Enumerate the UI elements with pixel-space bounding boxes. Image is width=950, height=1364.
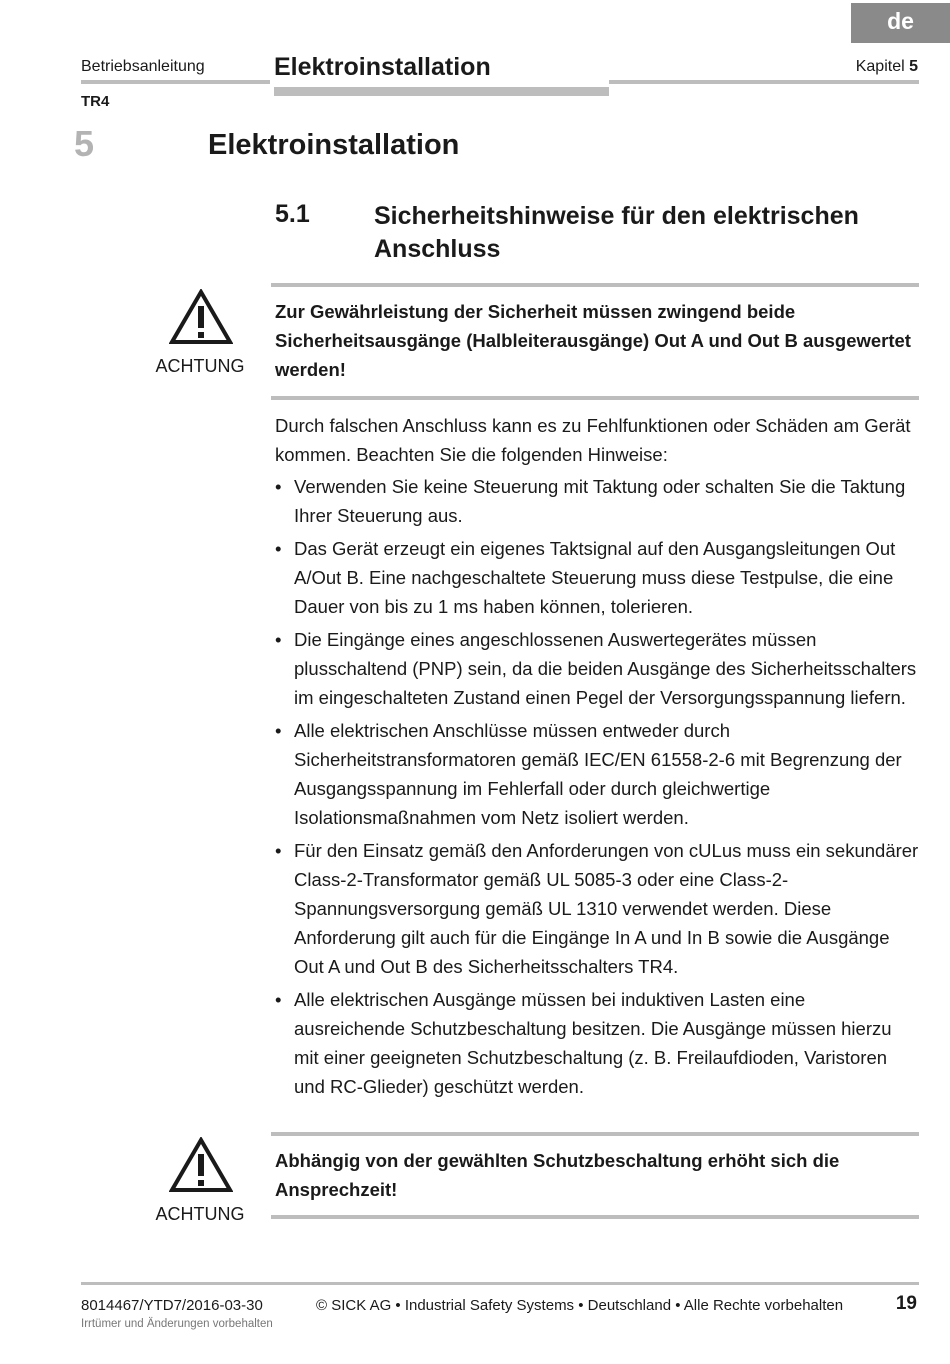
list-item: • Die Eingänge eines angeschlossenen Auswertegerätes müssen plusschaltend (PNP) sein, da die beiden Ausgänge des Sicherheitsschalters im eingeschalteten Zustand einen Pegel der Versorgungsspannung liefern. <box>275 625 920 712</box>
chapter-number: 5 <box>74 123 95 164</box>
chapter-indicator <box>856 58 918 76</box>
document-id: 8014467/YTD7/2016-03-30 <box>81 1297 263 1314</box>
warning-2-text: Abhängig von der gewählten Schutzbeschaltung erhöht sich die Ansprechzeit! <box>275 1150 840 1200</box>
warning-2-top-rule <box>271 1132 919 1136</box>
list-item: • Verwenden Sie keine Steuerung mit Taktung oder schalten Sie die Taktung Ihrer Steuerung aus. <box>275 472 920 530</box>
footer-rule <box>81 1282 919 1285</box>
warning-1-top-rule <box>271 283 919 287</box>
document-type: Betriebsanleitung <box>81 58 205 75</box>
safety-notes-list <box>275 472 920 1105</box>
language-tab: de <box>851 3 950 43</box>
list-item: • Alle elektrischen Anschlüsse müssen entweder durch Sicherheitstransformatoren gemäß IEC/EN 61558-2-6 mit Begrenzung der Ausgangsspannung im Fehlerfall oder durch gleichwertige Isolationsmaßnahmen vom Netz isoliert werden. <box>275 716 920 832</box>
product-name: TR4 <box>81 93 110 110</box>
page-number: 19 <box>895 1293 917 1314</box>
header-rule-right <box>609 80 919 84</box>
warning-1-label: ACHTUNG <box>155 356 245 376</box>
warning-triangle-icon <box>169 1137 233 1193</box>
section-title: Sicherheitshinweise für den elektrischen Anschluss <box>374 202 859 263</box>
running-title: Elektroinstallation <box>274 53 491 81</box>
list-item: • Das Gerät erzeugt ein eigenes Taktsignal auf den Ausgangsleitungen Out A/Out B. Eine nachgeschaltete Steuerung muss diese Testpulse, die eine Dauer von bis zu 1 ms haben können, tolerieren. <box>275 534 920 621</box>
list-item: • Für den Einsatz gemäß den Anforderungen von cULus muss ein sekundärer Class-2-Transformator gemäß UL 5085-3 oder eine Class-2-Spannungsversorgung gemäß UL 1310 verwendet werden. Diese Anforderung gilt auch für die Eingänge In A und In B sowie die Ausgänge Out A und Out B des Sicherheitsschalters TR4. <box>275 836 920 981</box>
chapter-label: Kapitel <box>855 58 905 75</box>
warning-2-label: ACHTUNG <box>155 1204 245 1224</box>
warning-2-bottom-rule <box>271 1215 919 1219</box>
warning-triangle-icon <box>169 289 233 345</box>
warning-1-bottom-rule <box>271 396 919 400</box>
header-rule-left <box>81 80 270 84</box>
warning-1-text: Zur Gewährleistung der Sicherheit müssen zwingend beide Sicherheitsausgänge (Halbleiterausgänge) Out A und Out B ausgewertet werden! <box>275 301 911 380</box>
section-number: 5.1 <box>275 200 310 228</box>
copyright-line: © SICK AG • Industrial Safety Systems • Deutschland • Alle Rechte vorbehalten <box>316 1297 844 1314</box>
list-item: • Alle elektrischen Ausgänge müssen bei induktiven Lasten eine ausreichende Schutzbeschaltung besitzen. Die Ausgänge müssen hierzu mit einer geeigneten Schutzbeschaltung (z. B. Freilaufdioden, Varistoren und RC-Glieder) geschützt werden. <box>275 985 920 1101</box>
header-rule-title <box>274 87 609 96</box>
chapter-indicator-number: 5 <box>909 58 918 75</box>
disclaimer: Irrtümer und Änderungen vorbehalten <box>81 1318 273 1330</box>
chapter-title: Elektroinstallation <box>208 129 460 161</box>
intro-paragraph: Durch falschen Anschluss kann es zu Fehlfunktionen oder Schäden am Gerät kommen. Beachten Sie die folgenden Hinweise: <box>275 415 911 465</box>
